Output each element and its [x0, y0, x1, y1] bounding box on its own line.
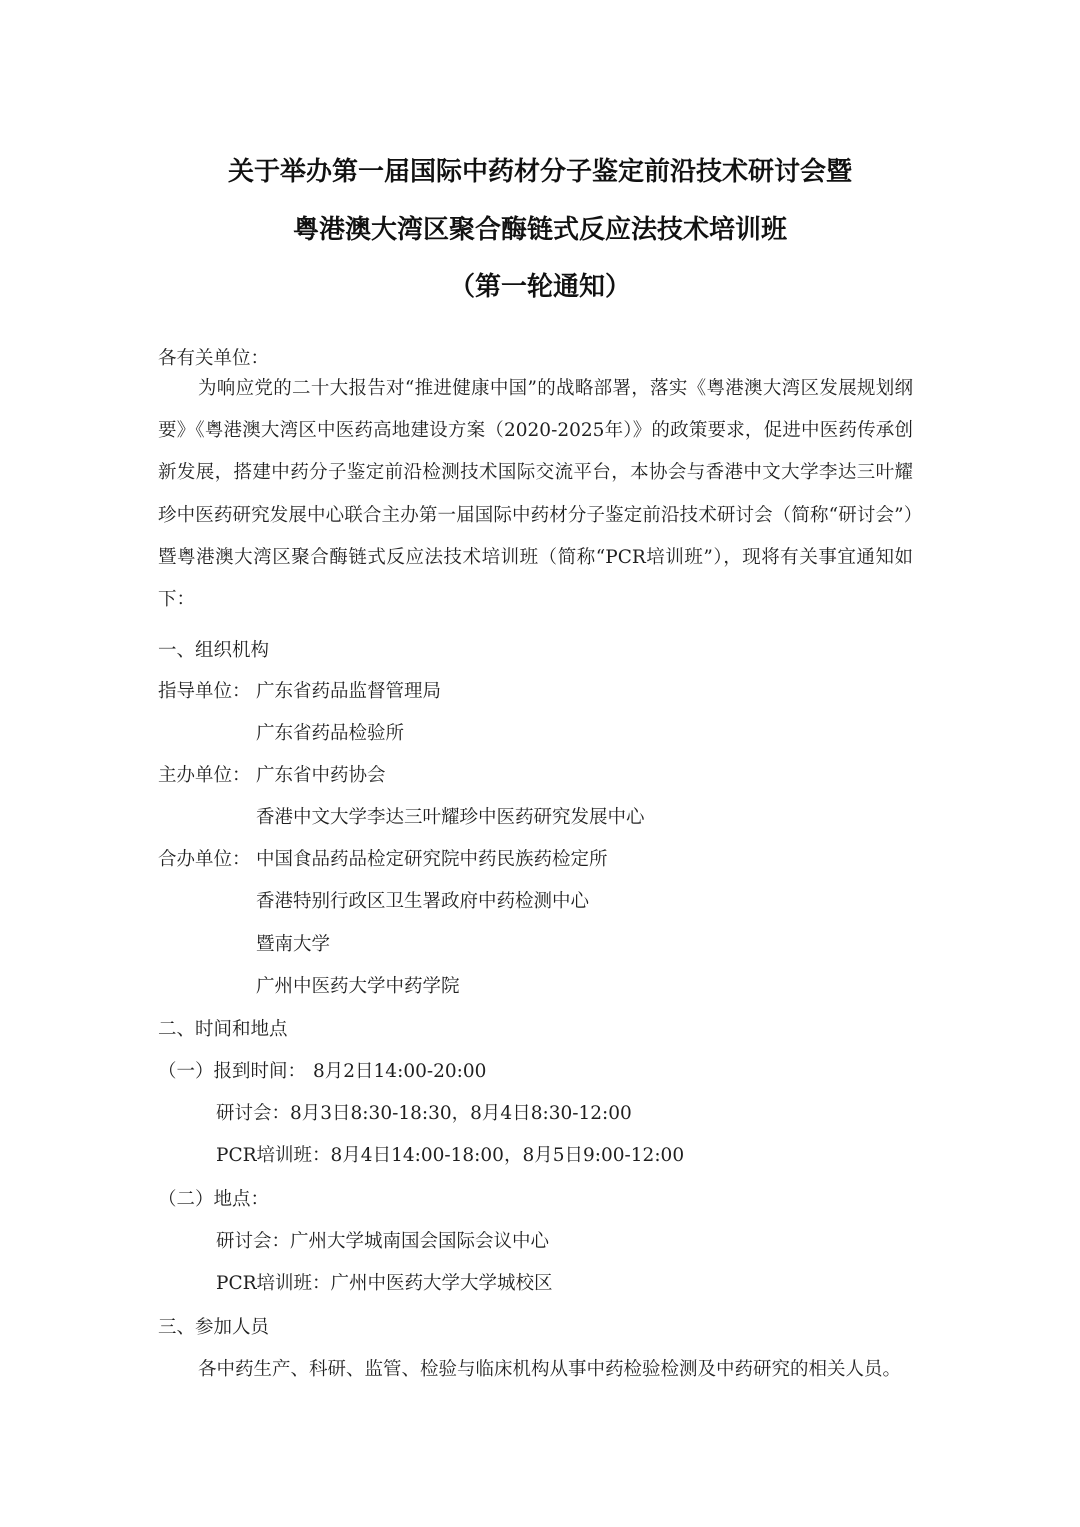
host-unit-1: 广东省中药协会 [256, 765, 386, 786]
host-unit-2: 香港中文大学李达三叶耀珍中医药研究发展中心 [256, 807, 645, 828]
section3-text: 各中药生产、科研、监管、检验与临床机构从事中药检验检测及中药研究的相关人员。 [198, 1359, 902, 1380]
seminar-time: 研讨会：8月3日8:30-18:30，8月4日8:30-12:00 [216, 1103, 632, 1124]
guide-unit-2: 广东省药品检验所 [256, 723, 405, 744]
co-unit-2: 香港特别行政区卫生署政府中药检测中心 [256, 891, 590, 912]
pcr-time: PCR培训班：8月4日14:00-18:00，8月5日9:00-12:00 [216, 1145, 685, 1166]
checkin-time: 8月2日14:00-20:00 [313, 1061, 487, 1082]
guide-unit-1: 广东省药品监督管理局 [256, 681, 442, 702]
guide-label: 指导单位： [158, 681, 251, 702]
salutation: 各有关单位： [158, 348, 270, 369]
co-unit-4: 广州中医药大学中药学院 [256, 976, 460, 997]
co-unit-3: 暨南大学 [256, 934, 331, 955]
title-line-2: 粤港澳大湾区聚合酶链式反应法技术培训班 [292, 215, 787, 245]
intro-paragraph: 为响应党的二十大报告对“推进健康中国”的战略部署，落实《粤港澳大湾区发展规划纲要》《粤港澳大湾区中医药高地建设方案（2020-2025年）》的政策要求，促进中医药传承创新发展，搭建中药分子鉴定前沿检测技术国际交流平台，本协会与香港中文大学李达三叶耀珍中医药研究发展中心联合主办第一届国际中药材分子鉴定前沿技术研讨会（简称“研讨会”）暨粤港澳大湾区聚合酶链式反应法技术培训班（简称“PCR培训班”），现将有关事宜通知如下： [158, 378, 913, 611]
host-label: 主办单位： [158, 765, 251, 786]
co-label: 合办单位： [158, 849, 251, 870]
checkin-label: （一）报到时间： [158, 1061, 307, 1082]
seminar-place: 研讨会：广州大学城南国会国际会议中心 [216, 1231, 550, 1252]
section3-heading: 三、参加人员 [158, 1317, 270, 1338]
section1-heading: 一、组织机构 [158, 640, 270, 661]
place-label: （二）地点： [158, 1189, 270, 1210]
co-unit-1: 中国食品药品检定研究院中药民族药检定所 [256, 849, 608, 870]
title-line-1: 关于举办第一届国际中药材分子鉴定前沿技术研讨会暨 [227, 157, 852, 187]
pcr-place: PCR培训班：广州中医药大学大学城校区 [216, 1273, 553, 1294]
title-line-3: （第一轮通知） [448, 272, 631, 302]
section2-heading: 二、时间和地点 [158, 1019, 288, 1040]
